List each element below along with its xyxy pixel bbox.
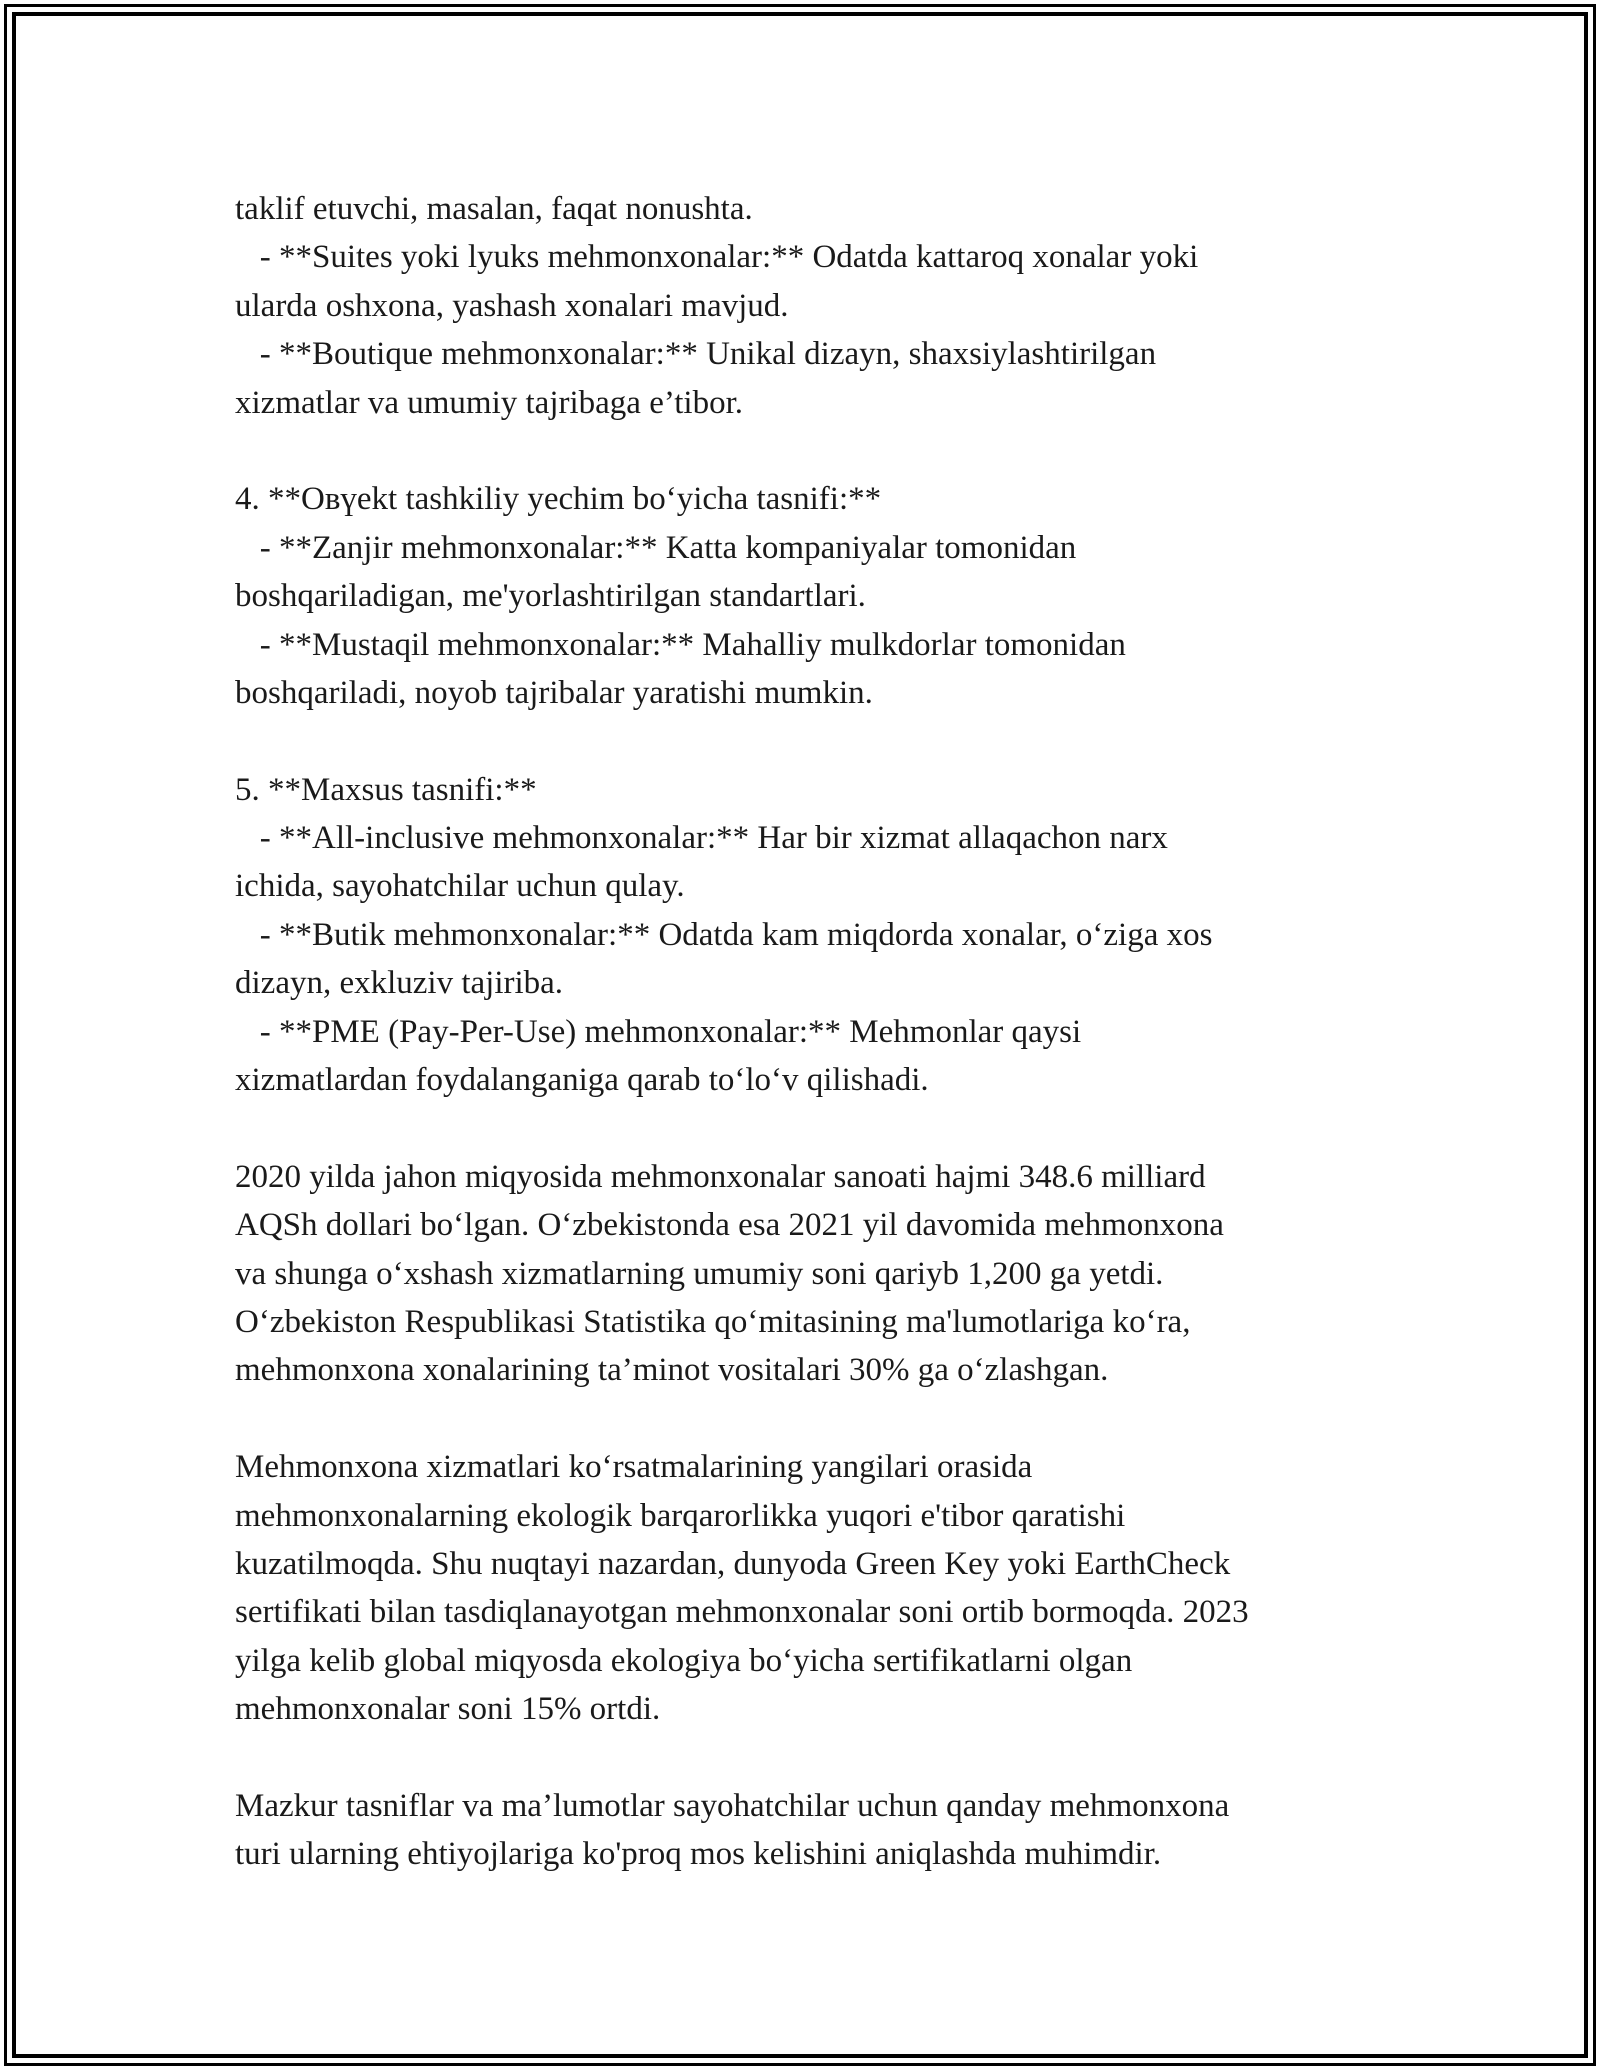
- text-line: Mazkur tasniflar va ma’lumotlar sayohatchilar uchun qanday mehmonxona: [235, 1787, 1230, 1824]
- paragraph-gap: [235, 1104, 1395, 1152]
- text-line: boshqariladi, noyob tajribalar yaratishi mumkin.: [235, 674, 873, 711]
- text-line: ichida, sayohatchilar uchun qulay.: [235, 868, 685, 905]
- section-heading: 5. **Maxsus tasnifi:**: [235, 771, 537, 808]
- paragraph-gap: [235, 1734, 1395, 1782]
- text-line: - **PME (Pay-Per-Use) mehmonxonalar:** Mehmonlar qaysi: [235, 1013, 1082, 1050]
- text-line: sertifikati bilan tasdiqlanayotgan mehmonxonalar soni ortib bormoqda. 2023: [235, 1594, 1249, 1631]
- paragraph-special-classification: [235, 766, 1395, 1105]
- paragraph-organizational-classification: [235, 475, 1395, 717]
- text-line: AQSh dollari bo‘lgan. O‘zbekistonda esa 2021 yil davomida mehmonxona: [235, 1207, 1224, 1244]
- text-line: Mehmonxona xizmatlari ko‘rsatmalarining yangilari orasida: [235, 1449, 1033, 1486]
- text-line: - **Mustaqil mehmonxonalar:** Mahalliy mulkdorlar tomonidan: [235, 626, 1126, 663]
- document-body: [235, 185, 1395, 1879]
- text-line: ularda oshxona, yashash xonalari mavjud.: [235, 287, 789, 324]
- text-line: - **Suites yoki lyuks mehmonxonalar:** Odatda kattaroq xonalar yoki: [235, 239, 1199, 276]
- text-line: xizmatlardan foydalanganiga qarab to‘lo‘v qilishadi.: [235, 1062, 929, 1099]
- section-heading: 4. **Овүekt tashkiliy yechim bo‘yicha tasnifi:**: [235, 481, 882, 518]
- text-line: va shunga o‘xshash xizmatlarning umumiy soni qariyb 1,200 ga yetdi.: [235, 1255, 1164, 1292]
- text-line: mehmonxonalar soni 15% ortdi.: [235, 1691, 661, 1728]
- text-line: O‘zbekiston Respublikasi Statistika qo‘mitasining ma'lumotlariga ko‘ra,: [235, 1303, 1191, 1340]
- paragraph-conclusion: [235, 1782, 1395, 1879]
- text-line: - **Butik mehmonxonalar:** Odatda kam miqdorda xonalar, o‘ziga xos: [235, 916, 1213, 953]
- text-line: mehmonxonalarning ekologik barqarorlikka yuqori e'tibor qaratishi: [235, 1497, 1126, 1534]
- paragraph-industry-statistics: [235, 1153, 1395, 1395]
- text-line: kuzatilmoqda. Shu nuqtayi nazardan, dunyoda Green Key yoki EarthCheck: [235, 1545, 1231, 1582]
- text-line: boshqariladigan, me'yorlashtirilgan standartlari.: [235, 578, 866, 615]
- text-line: - **Boutique mehmonxonalar:** Unikal dizayn, shaxsiylashtirilgan: [235, 336, 1157, 373]
- text-line: turi ularning ehtiyojlariga ko'proq mos kelishini aniqlashda muhimdir.: [235, 1836, 1162, 1873]
- text-line: - **All-inclusive mehmonxonalar:** Har bir xizmat allaqachon narx: [235, 820, 1168, 857]
- text-line: - **Zanjir mehmonxonalar:** Katta kompaniyalar tomonidan: [235, 529, 1077, 566]
- paragraph-gap: [235, 427, 1395, 475]
- paragraph-gap: [235, 717, 1395, 765]
- paragraph-gap: [235, 1395, 1395, 1443]
- text-line: taklif etuvchi, masalan, faqat nonushta.: [235, 191, 753, 227]
- text-line: yilga kelib global miqyosda ekologiya bo‘yicha sertifikatlarni olgan: [235, 1642, 1133, 1679]
- text-line: mehmonxona xonalarining ta’minot vositalari 30% ga o‘zlashgan.: [235, 1352, 1109, 1389]
- paragraph-ecological-trends: [235, 1443, 1395, 1733]
- text-line: 2020 yilda jahon miqyosida mehmonxonalar sanoati hajmi 348.6 milliard: [235, 1158, 1206, 1195]
- paragraph-hotel-types-continued: [235, 185, 1395, 427]
- text-line: xizmatlar va umumiy tajribaga e’tibor.: [235, 384, 743, 421]
- text-line: dizayn, exkluziv tajiriba.: [235, 965, 564, 1002]
